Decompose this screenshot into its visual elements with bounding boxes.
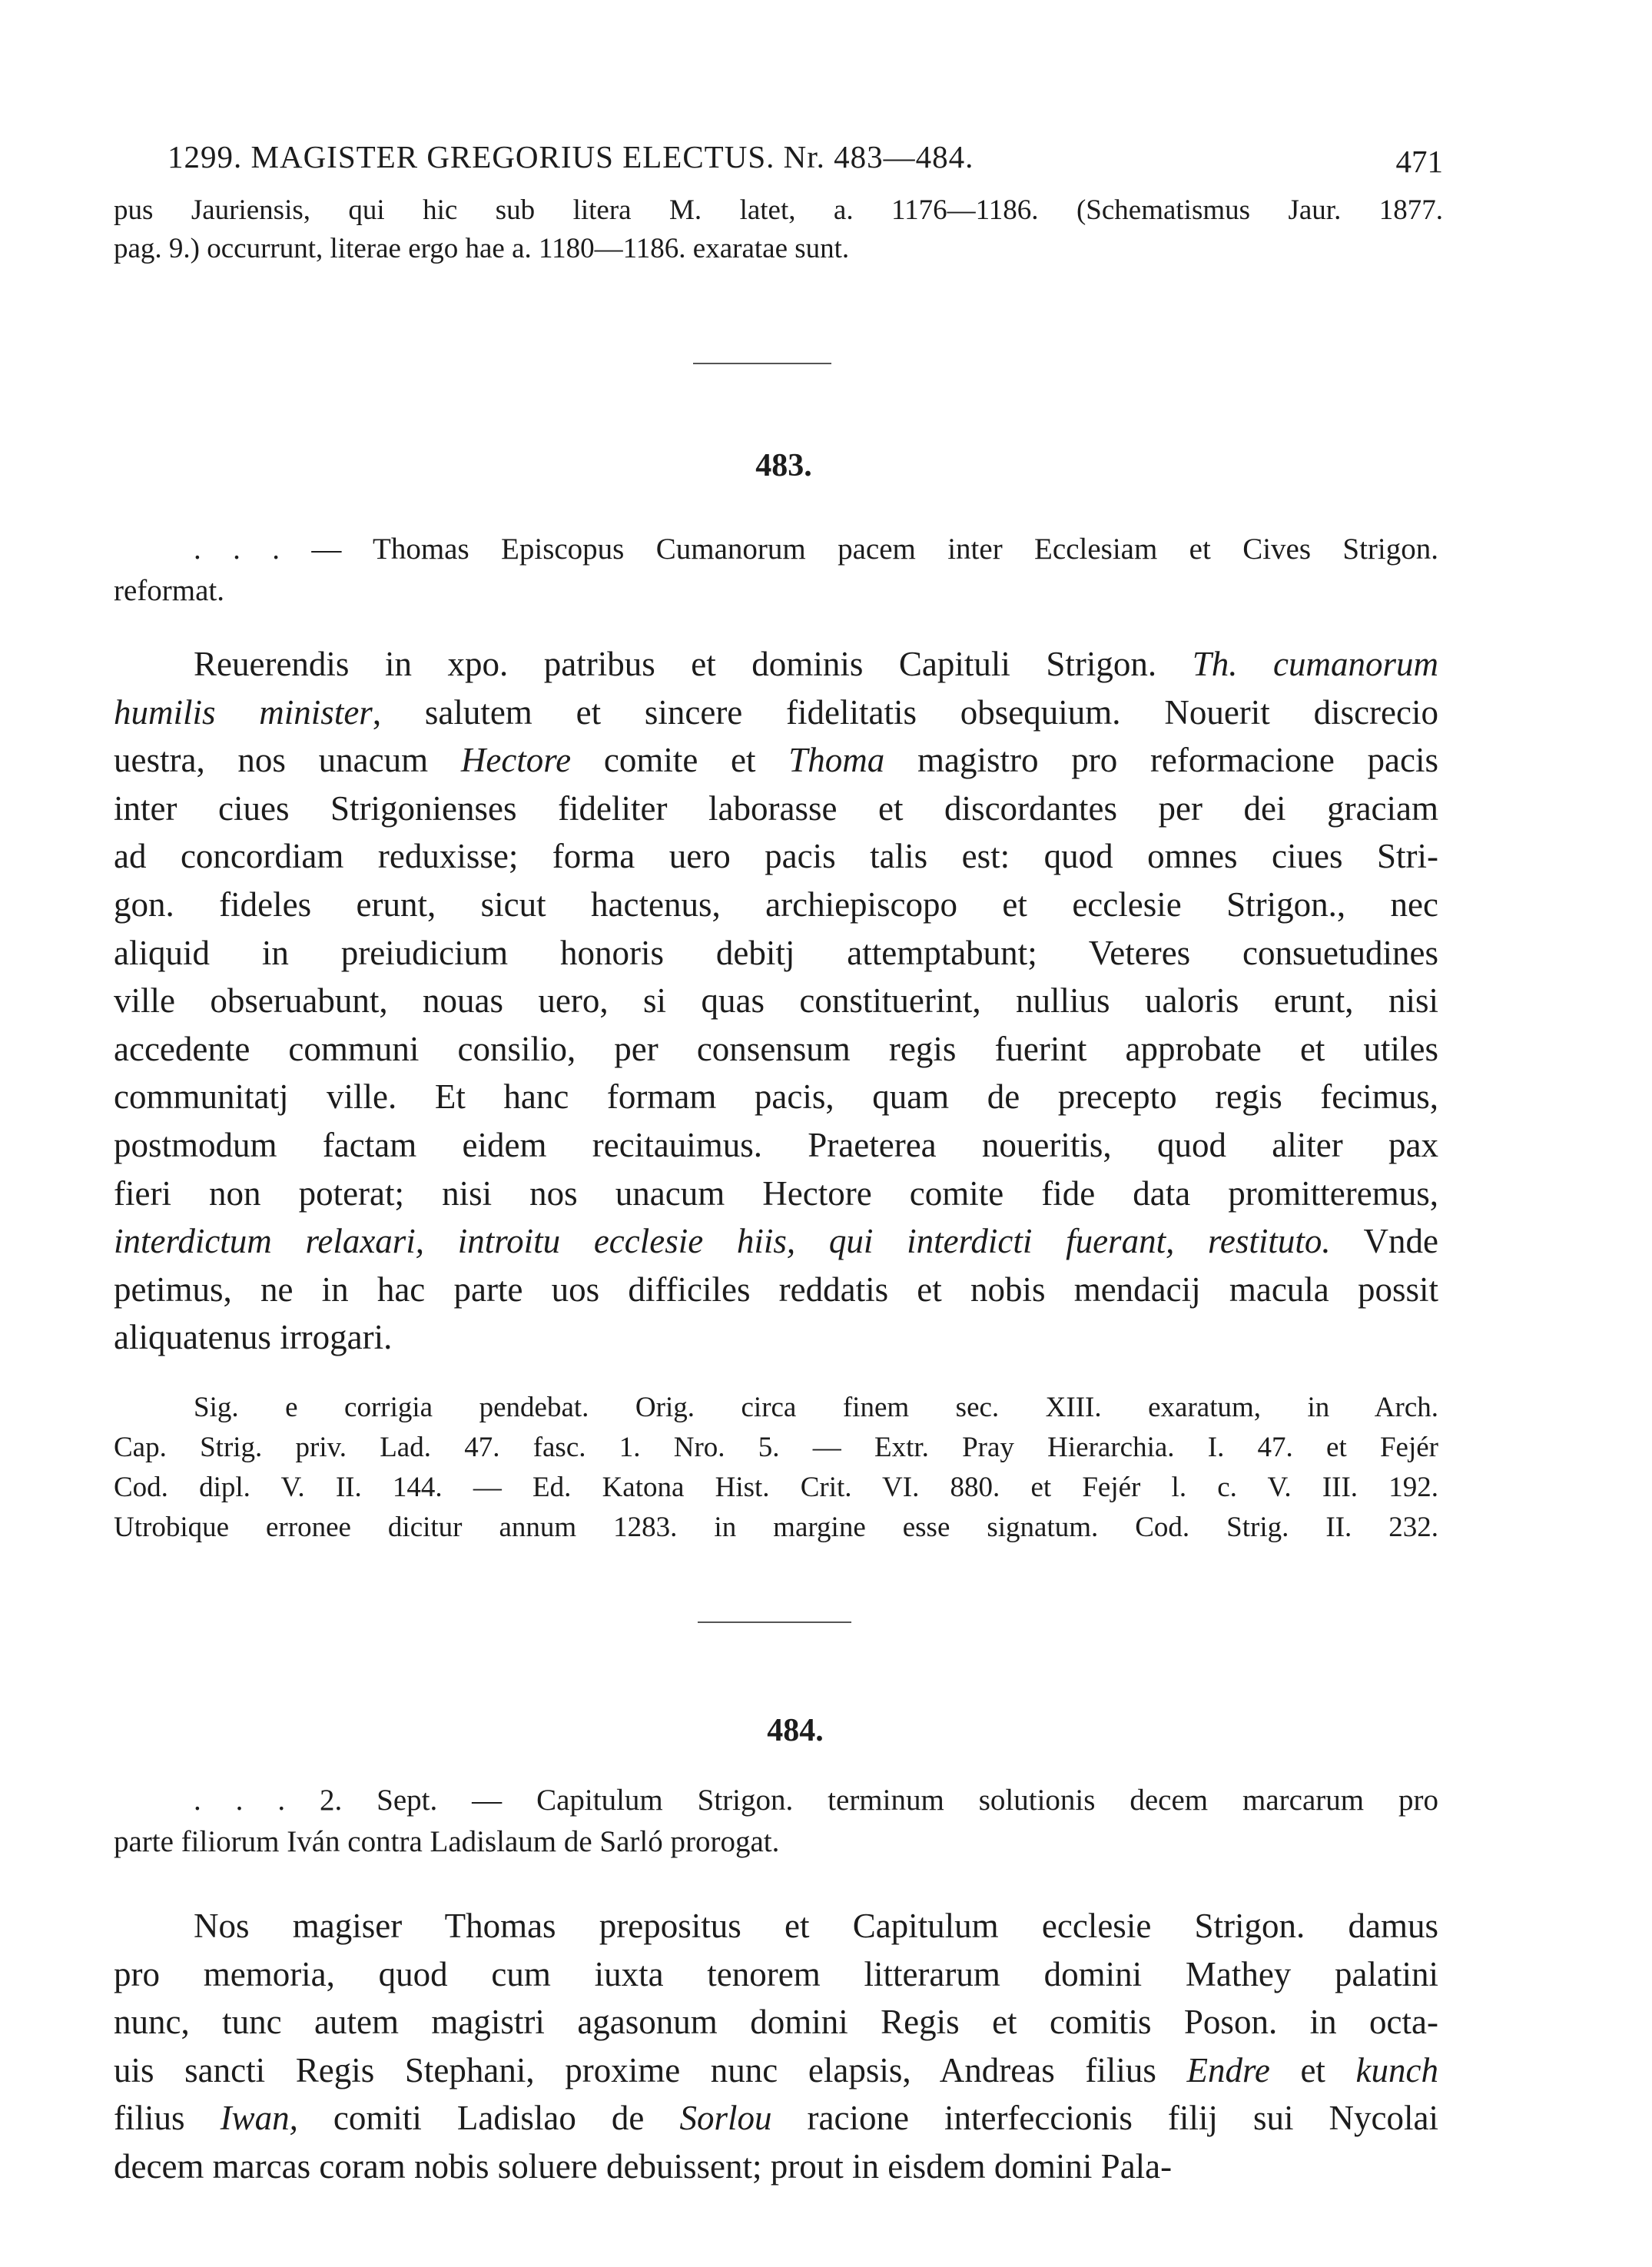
italic-segment: humilis minister — [114, 692, 373, 732]
text-segment: ad concordiam reduxisse; forma uero pacis talis est: quod omnes ciues Stri- — [114, 837, 1438, 876]
text-line — [114, 1125, 1438, 1165]
text-line — [114, 1270, 1438, 1309]
text-line — [114, 692, 1438, 732]
text-line — [114, 885, 1438, 924]
text-line — [114, 788, 1438, 828]
text-segment: filius — [114, 2099, 221, 2138]
text-line — [114, 1221, 1438, 1261]
summary-line: parte filiorum Iván contra Ladislaum de Sarló prorogat. — [114, 1825, 780, 1858]
italic-segment: Thoma — [788, 741, 885, 780]
text-segment: decem marcas coram nobis soluere debuissent; prout in eisdem domini Pala- — [114, 2147, 1173, 2186]
italic-segment: kunch — [1355, 2050, 1438, 2089]
text-line — [114, 740, 1438, 780]
summary-line: reformat. — [114, 574, 225, 607]
text-line — [114, 1317, 1438, 1357]
page-number: 471 — [1395, 144, 1443, 179]
running-head: 1299. MAGISTER GREGORIUS ELECTUS. Nr. 483—484. — [168, 139, 974, 174]
text-segment: et — [1269, 2050, 1356, 2089]
text-segment: magistro pro reformacione pacis — [884, 741, 1438, 780]
text-segment: Reuerendis in xpo. patribus et dominis Capituli Strigon. — [194, 645, 1193, 683]
italic-segment: Th. cumanorum — [1192, 645, 1438, 683]
text-line — [114, 933, 1438, 973]
note-line: Cap. Strig. priv. Lad. 47. fasc. 1. Nro. 5. — Extr. Pray Hierarchia. I. 47. et Fejér — [114, 1432, 1438, 1463]
text-line — [114, 2098, 1438, 2138]
text-line — [114, 1077, 1438, 1117]
text-segment: aliquatenus irrogari. — [114, 1318, 393, 1357]
separator-rule — [693, 363, 831, 364]
text-segment: Vnde — [1330, 1222, 1438, 1261]
text-segment: racione interfeccionis filij sui Nycolai — [771, 2099, 1438, 2138]
summary-line: . . . 2. Sept. — Capitulum Strigon. terminum solutionis decem marcarum pro — [194, 1784, 1438, 1817]
text-segment: aliquid in preiudicium honoris debitj attemptabunt; Veteres consuetudines — [114, 933, 1438, 972]
text-line — [114, 981, 1438, 1021]
text-line — [114, 2002, 1438, 2042]
document-number: 484. — [767, 1713, 824, 1748]
italic-segment: Sorlou — [679, 2099, 772, 2138]
italic-segment: qui interdicti fuerant, — [828, 1222, 1175, 1261]
text-segment — [1174, 1222, 1208, 1260]
text-line — [114, 836, 1438, 876]
text-segment: inter ciues Strigonienses fideliter laborasse et discordantes per dei graciam — [114, 788, 1438, 828]
text-line — [114, 1173, 1438, 1213]
text-segment: , salutem et sincere fidelitatis obsequium. Nouerit discrecio — [372, 692, 1438, 732]
text-line — [114, 1954, 1438, 1994]
text-segment: uis sancti Regis Stephani, proxime nunc elapsis, Andreas filius — [114, 2050, 1187, 2089]
italic-segment: interdictum relaxari, introitu ecclesie hiis, — [114, 1222, 796, 1261]
text-segment: Nos magiser Thomas prepositus et Capitulum ecclesie Strigon. damus — [194, 1907, 1438, 1945]
intro-line: pag. 9.) occurrunt, literae ergo hae a. 1180—1186. exaratae sunt. — [114, 233, 850, 264]
text-line — [114, 1029, 1438, 1069]
italic-segment: Endre — [1186, 2050, 1270, 2089]
text-line — [114, 2146, 1438, 2186]
text-segment: nunc, tunc autem magistri agasonum domini Regis et comitis Poson. in octa- — [114, 2003, 1438, 2042]
note-line: Utrobique erronee dicitur annum 1283. in margine esse signatum. Cod. Strig. II. 232. — [114, 1512, 1438, 1543]
separator-rule — [698, 1621, 851, 1623]
document-number: 483. — [755, 448, 812, 483]
text-segment: ville obseruabunt, nouas uero, si quas constituerint, nullius ualoris erunt, nisi — [114, 981, 1438, 1021]
intro-line: pus Jauriensis, qui hic sub litera M. latet, a. 1176—1186. (Schematismus Jaur. 1877. — [114, 194, 1443, 226]
text-segment: gon. fideles erunt, sicut hactenus, archiepiscopo et ecclesie Strigon., nec — [114, 885, 1438, 924]
italic-segment: Hectore — [460, 741, 572, 780]
italic-segment: restituto. — [1208, 1222, 1331, 1261]
text-segment — [795, 1222, 829, 1260]
text-segment: petimus, ne in hac parte uos difficiles reddatis et nobis mendacij macula possit — [114, 1270, 1438, 1309]
text-line — [194, 1906, 1438, 1946]
note-line: Sig. e corrigia pendebat. Orig. circa finem sec. XIII. exaratum, in Arch. — [194, 1392, 1438, 1423]
italic-segment: Iwan, — [220, 2099, 298, 2138]
text-line — [114, 2050, 1438, 2090]
text-segment: comiti Ladislao de — [297, 2099, 680, 2138]
text-line — [194, 644, 1438, 684]
text-segment: postmodum factam eidem recitauimus. Praeterea noueritis, quod aliter pax — [114, 1126, 1438, 1164]
text-segment: accedente communi consilio, per consensum regis fuerint approbate et utiles — [114, 1029, 1438, 1068]
text-segment: fieri non poterat; nisi nos unacum Hectore comite fide data promitteremus, — [114, 1173, 1438, 1213]
text-segment: uestra, nos unacum — [114, 741, 461, 780]
text-segment: comite et — [571, 741, 789, 780]
text-segment: communitatj ville. Et hanc formam pacis, quam de precepto regis fecimus, — [114, 1077, 1438, 1117]
text-segment: pro memoria, quod cum iuxta tenorem litterarum domini Mathey palatini — [114, 1954, 1438, 1993]
summary-line: . . . — Thomas Episcopus Cumanorum pacem inter Ecclesiam et Cives Strigon. — [194, 533, 1438, 566]
note-line: Cod. dipl. V. II. 144. — Ed. Katona Hist. Crit. VI. 880. et Fejér l. c. V. III. 192. — [114, 1472, 1438, 1503]
